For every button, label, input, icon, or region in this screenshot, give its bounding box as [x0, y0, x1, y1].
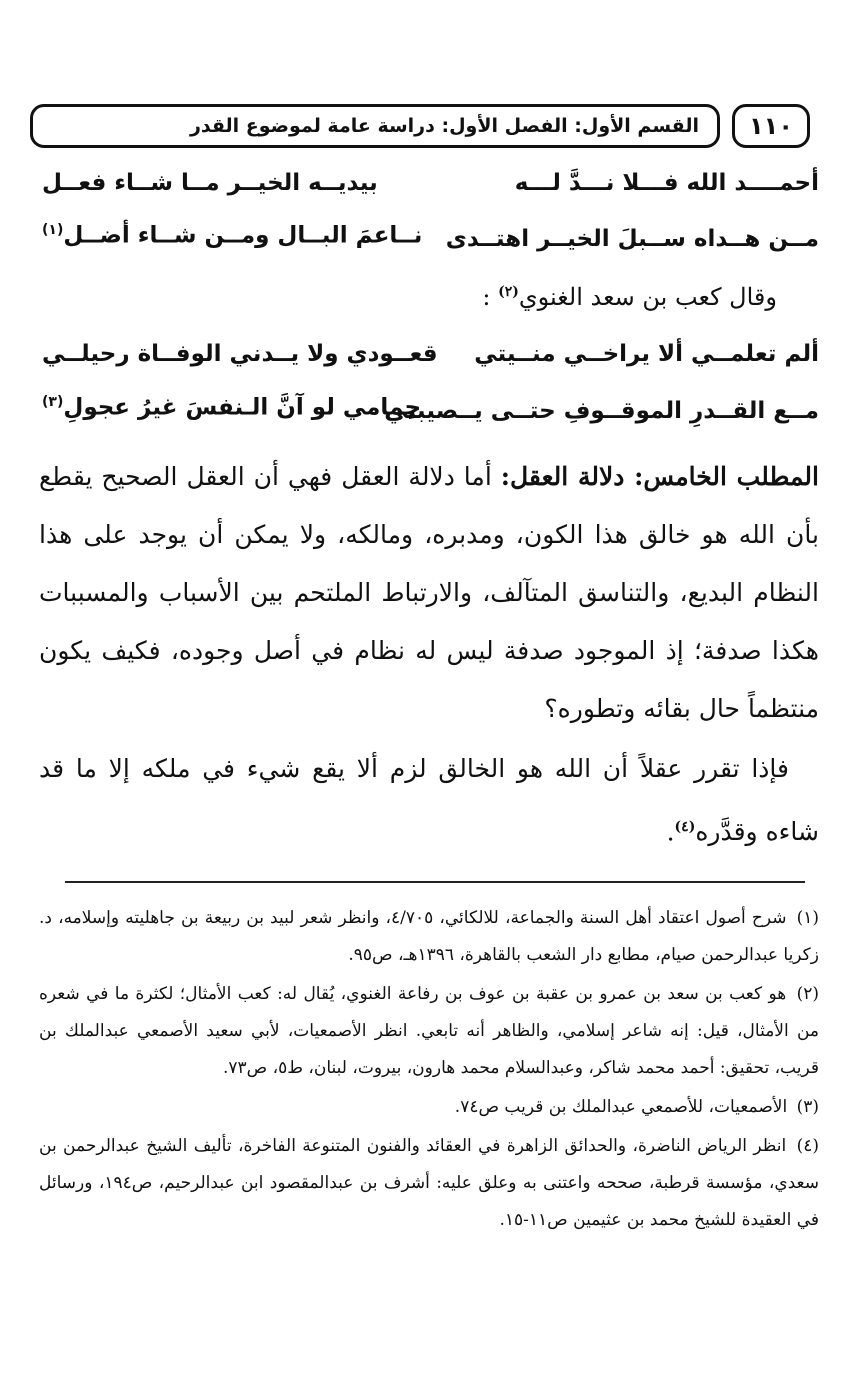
page-number: ١١٠	[732, 104, 810, 148]
footnote-4	[39, 1128, 819, 1239]
footnote-number: (٣)	[796, 1097, 819, 1117]
poem-intro-text: وقال كعب بن سعد الغنوي	[518, 283, 777, 311]
footnote-ref-1: (١)	[42, 222, 64, 238]
footnote-2	[39, 976, 819, 1087]
poem2-verse1-second: قعــودي ولا يــدني الوفــاة رحيلــي	[42, 341, 438, 367]
footnote-text: شرح أصول اعتقاد أهل السنة والجماعة، للالكائي، ٤/٧٠٥، وانظر شعر لبيد بن ربيعة بن جاهليته وإسلامه، د. زكريا عبدالرحمن صيام، مطابع دار الشعب بالقاهرة، ١٣٩٦هـ، ص٩٥.	[39, 908, 819, 965]
paragraph-2-end: .	[666, 817, 675, 847]
footnote-number: (١)	[796, 908, 819, 928]
footnote-separator	[65, 881, 805, 883]
paragraph-2	[39, 740, 819, 861]
poem-intro-line	[482, 283, 777, 311]
poem1-verse1-second: بيديــه الخيــر مــا شــاء فعــل	[42, 170, 378, 196]
poem1-verse1-first: أحمــــد الله فـــلا نـــدَّ لـــه	[514, 170, 819, 196]
footnotes	[39, 900, 819, 1241]
poem-intro-colon: :	[482, 283, 491, 311]
poem2-verse2-second-wrap	[42, 394, 421, 421]
poem2-verse1-first: ألم تعلمــي ألا يراخــي منــيتي	[474, 341, 819, 367]
poem1-verse2-second-wrap	[42, 222, 422, 249]
footnote-ref-4: (٤)	[674, 819, 696, 835]
poem1-verse2-second: نــاعمَ البــال ومــن شــاء أضــل	[63, 222, 423, 249]
footnote-ref-2: (٢)	[498, 284, 519, 300]
poem2-verse2-second: حِمامي لو آنَّ الـنفسَ غيرُ عجولِ	[63, 394, 422, 421]
page-header	[30, 104, 810, 156]
poem1-verse2-first: مــن هــداه ســبلَ الخيــر اهتــدى	[445, 226, 819, 252]
footnote-text: الأصمعيات، للأصمعي عبدالملك بن قريب ص٧٤.	[454, 1097, 788, 1117]
paragraph-1-text: أما دلالة العقل فهي أن العقل الصحيح يقطع بأن الله هو خالق هذا الكون، ومدبره، ومالكه، ولا يمكن أن يوجد على هذا النظام البديع، والتناسق المتآلف، والارتباط الملتحم بين الأسباب والمسببات هكذا صدفة؛ إذ الموجود صدفة ليس له نظام في أصل وجوده، فكيف يكون منتظماً حال بقائه وتطوره؟	[39, 462, 819, 723]
paragraph-2-text: فإذا تقرر عقلاً أن الله هو الخالق لزم ألا يقع شيء في ملكه إلا ما قد شاءه وقدَّره	[39, 754, 819, 847]
footnote-3	[39, 1089, 819, 1126]
footnote-text: انظر الرياض الناضرة، والحدائق الزاهرة في العقائد والفنون المتنوعة الفاخرة، تأليف الشيخ عبدالرحمن بن سعدي، مؤسسة قرطبة، صححه واعتنى به وعلق عليه: أشرف بن عبدالمقصود ابن عبدالرحيم، ص١٩٤، ورسائل في العقيدة للشيخ محمد بن عثيمين ص١١-١٥.	[39, 1136, 819, 1230]
footnote-ref-3: (٣)	[42, 394, 64, 410]
footnote-1	[39, 900, 819, 974]
poem2-verse2-first: مــع القــدرِ الموقــوفِ حتــى يــصيبني	[384, 398, 819, 424]
section-heading: المطلب الخامس: دلالة العقل:	[500, 462, 819, 491]
footnote-number: (٤)	[796, 1136, 820, 1156]
footnote-text: هو كعب بن سعد بن عمرو بن عقبة بن عوف بن رفاعة الغنوي، يُقال له: كعب الأمثال؛ لكثرة ما في شعره من الأمثال، قيل: إنه شاعر إسلامي، والظاهر أنه تابعي. انظر الأصمعيات، لأبي سعيد الأصمعي عبدالملك بن قريب، تحقيق: أحمد محمد شاكر، وعبدالسلام محمد هارون، بيروت، لبنان، ط٥، ص٧٣.	[39, 984, 819, 1078]
running-title: القسم الأول: الفصل الأول: دراسة عامة لموضوع القدر	[30, 104, 720, 148]
footnote-number: (٢)	[796, 984, 820, 1004]
paragraph-1	[39, 448, 819, 738]
